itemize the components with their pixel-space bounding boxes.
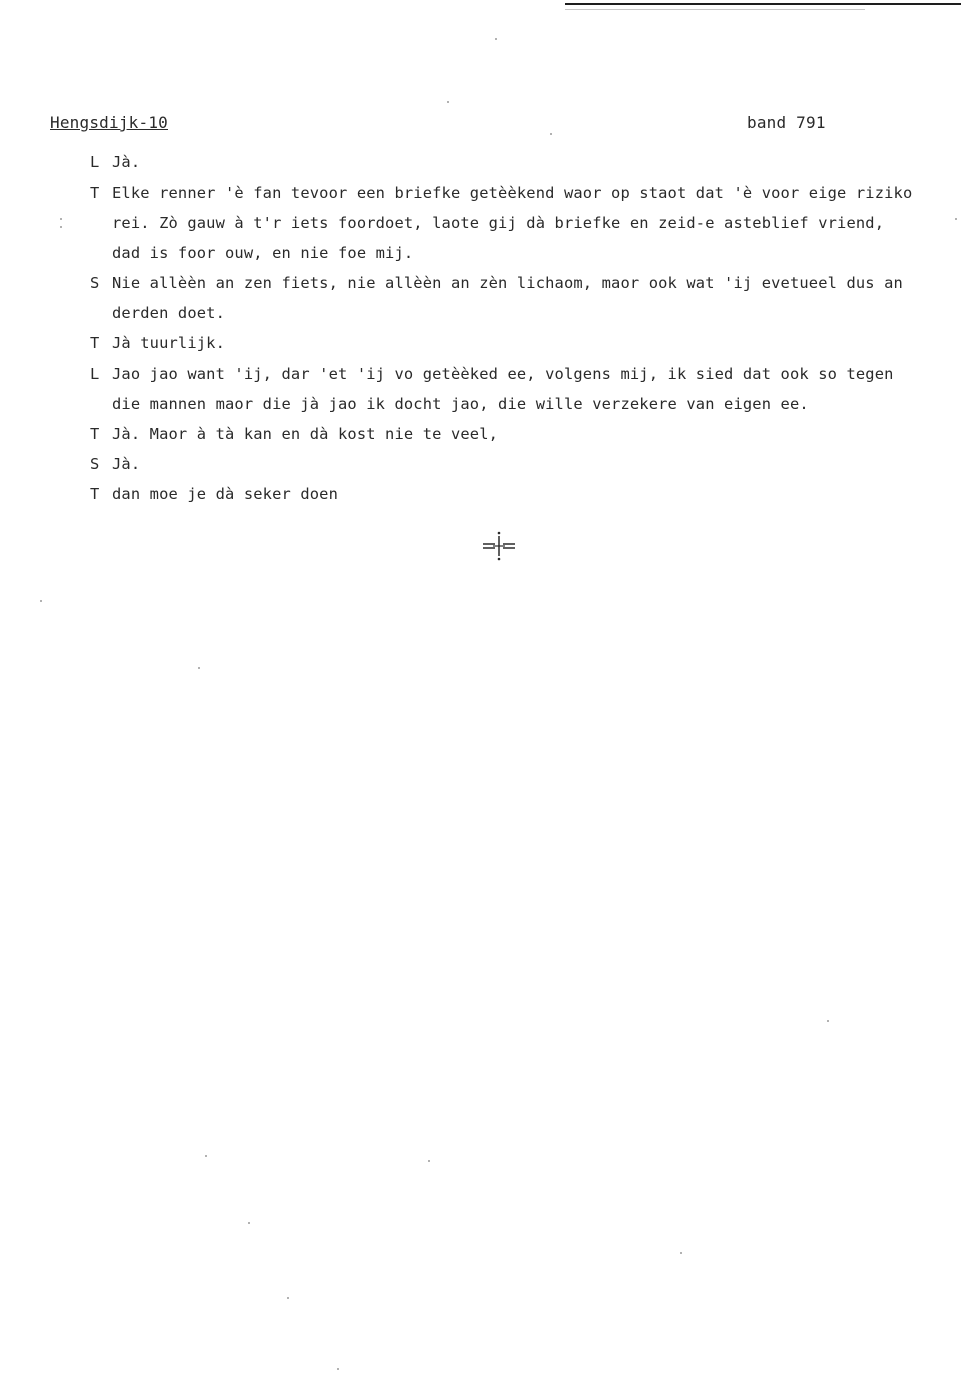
scan-speck <box>248 1222 250 1224</box>
transcript-line: Jao jao want 'ij, dar 'et 'ij vo getèèked ee, volgens mij, ik sied dat ook so tegen <box>112 365 894 383</box>
top-border-rule <box>565 3 961 5</box>
speaker-label: L <box>90 365 100 383</box>
end-of-text-ornament <box>479 530 519 562</box>
speaker-label: T <box>90 334 100 352</box>
transcript-line: Jà. Maor à tà kan en dà kost nie te veel, <box>112 425 499 443</box>
speaker-label: T <box>90 184 100 202</box>
scan-speck <box>495 38 497 40</box>
transcript-line: rei. Zò gauw à t'r iets foordoet, laote gij dà briefke en zeid-e asteblief vriend, <box>112 214 885 232</box>
scan-speck <box>337 1368 339 1370</box>
transcript-line: Elke renner 'è fan tevoor een briefke getèèkend waor op staot dat 'è voor eige riziko <box>112 184 913 202</box>
speaker-label: S <box>90 274 100 292</box>
scan-speck <box>60 218 62 220</box>
scan-speck <box>428 1160 430 1162</box>
scan-speck <box>40 600 42 602</box>
scan-speck <box>198 667 200 669</box>
scan-speck <box>447 101 449 103</box>
transcript-line: Jà. <box>112 153 141 171</box>
speaker-label: T <box>90 485 100 503</box>
scan-speck <box>287 1297 289 1299</box>
transcript-line: derden doet. <box>112 304 225 322</box>
scan-speck <box>205 1155 207 1157</box>
transcript-line: Nie allèèn an zen fiets, nie allèèn an zèn lichaom, maor ook wat 'ij evetueel dus an <box>112 274 903 292</box>
document-id: Hengsdijk-10 <box>50 113 168 132</box>
transcript-line: Jà. <box>112 455 141 473</box>
speaker-label: S <box>90 455 100 473</box>
transcript-line: dan moe je dà seker doen <box>112 485 338 503</box>
scan-speck <box>680 1252 682 1254</box>
speaker-label: L <box>90 153 100 171</box>
transcript-line: die mannen maor die jà jao ik docht jao, die wille verzekere van eigen ee. <box>112 395 809 413</box>
speaker-label: T <box>90 425 100 443</box>
scan-speck <box>60 226 62 228</box>
scan-speck <box>827 1020 829 1022</box>
transcript-line: Jà tuurlijk. <box>112 334 225 352</box>
transcript-line: dad is foor ouw, en nie foe mij. <box>112 244 414 262</box>
scan-speck <box>955 218 957 220</box>
tape-number: band 791 <box>747 113 826 132</box>
scan-speck <box>550 133 552 135</box>
top-border-rule-thin <box>565 9 865 10</box>
